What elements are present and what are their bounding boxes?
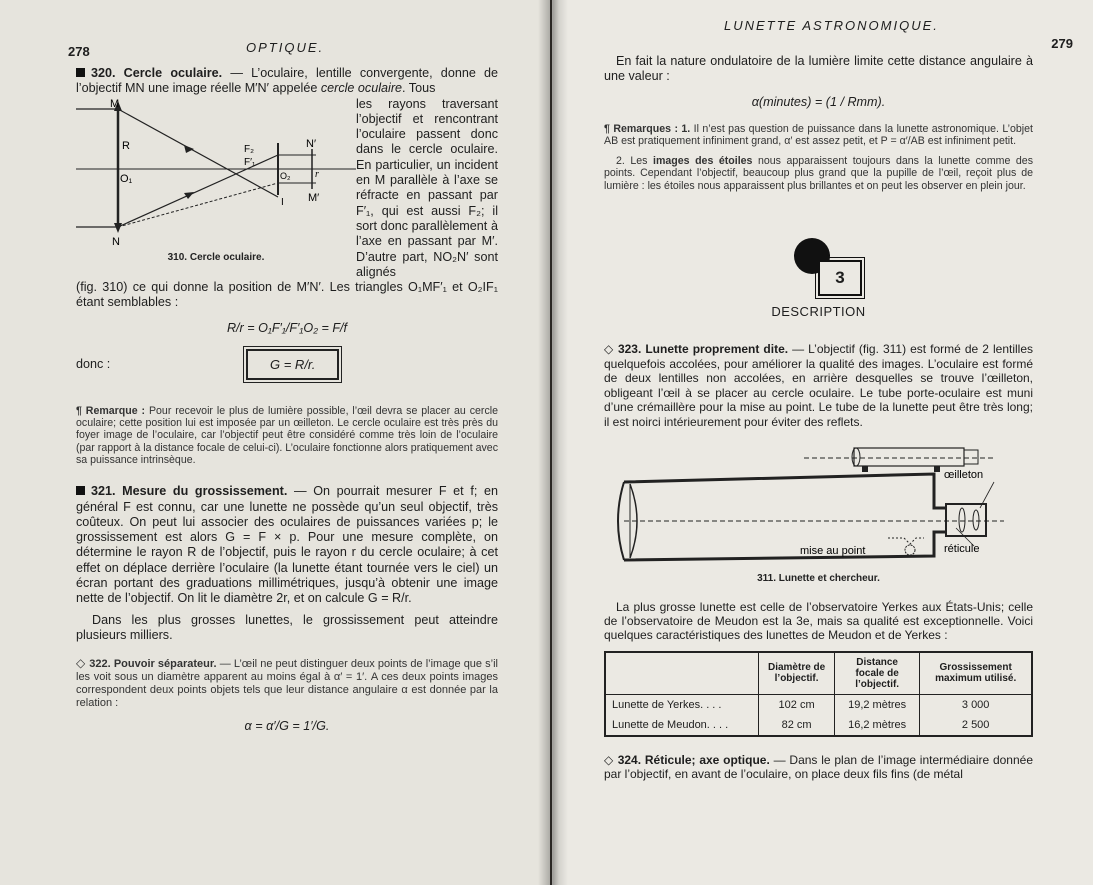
right-intro: En fait la nature ondulatoire de la lumière limite cette distance angulaire à une valeur :	[604, 54, 1033, 84]
label-r: r	[315, 168, 319, 180]
section-323-heading: 323. Lunette proprement dite.	[617, 342, 789, 357]
remarque-label: ¶ Remarque :	[76, 404, 146, 417]
section-322-heading: 322. Pouvoir séparateur.	[89, 658, 217, 671]
label-mise-au-point: mise au point	[800, 544, 866, 557]
remarque-text: Pour recevoir le plus de lumière possible, l’œil devra se placer au cercle oculaire; cette position lui est imposée par un œilleton. Le cercle oculaire est très près du foyer image de l’oculaire, car l’objectif peut être considéré comme très loin de l’oculaire (par rapport à la distance focale de celui-ci). L’oculaire fonctionne alors pratiquement avec sa puissance intrinsèque.	[76, 404, 498, 466]
section-3-marker	[604, 232, 1033, 342]
remarque-2-label: 2.	[616, 155, 625, 168]
page-number-left: 278	[68, 44, 90, 59]
remarque-320	[76, 405, 498, 466]
diamond-bullet-icon: ◇	[604, 752, 614, 767]
label-O2: O₂	[280, 170, 291, 181]
lunettes-table	[604, 651, 1033, 737]
section-321	[76, 484, 498, 606]
label-oeilleton: œilleton	[944, 468, 984, 481]
figure-311-caption: 311. Lunette et chercheur.	[757, 572, 880, 584]
paragraph-yerkes-meudon: La plus grosse lunette est celle de l’observatoire Yerkes aux États-Unis; celle de l’observatoire de Meudon est la 3e, mais sa qualité est exceptionnelle. Voici quelques caractéristiques des lunettes de Meudon et de Yerkes :	[604, 599, 1033, 643]
section-320-after-text: (fig. 310) ce qui donne la position de M′N′. Les triangles O₁MF′₁ et O₂IF₁ étant semblables :	[76, 280, 498, 310]
section-321-text: — On pourrait mesurer F et f; en général F est connu, car une lunette ne possède qu’un seul objectif, très coûteux. On peut lui associer des oculaires de puissances variées p; le grossissement est alors G = F × p. Pour une mesure complète, on détermine le rayon R de l’objectif, puis le rayon r du cercle oculaire; à cet effet on déplace derrière l’oculaire (la lunette étant tournée vers le ciel) un écran portant des graduations millimétriques, jusqu’à obtenir une image nette de l’objectif. On lit le diamètre 2r, et on calcule G = R/r.	[76, 484, 498, 606]
label-F2: F₂	[244, 143, 254, 155]
equation-alpha-minutes: α(minutes) = (1 / Rmm).	[751, 94, 886, 109]
remarques-label: ¶ Remarques : 1.	[604, 122, 691, 135]
table-row	[605, 694, 1032, 715]
label-O1: O₁	[120, 172, 133, 185]
square-bullet-icon	[76, 68, 85, 77]
table-cell: 102 cm	[759, 694, 835, 715]
equation-alpha: α = α′/G = 1′/G.	[244, 719, 330, 734]
section-320-heading: 320. Cercle oculaire.	[91, 66, 223, 80]
cercle-oculaire-diagram	[76, 97, 356, 247]
label-M: M	[110, 97, 120, 110]
section-320-intro	[76, 66, 498, 97]
remarque-2	[604, 155, 1033, 192]
section-322	[76, 657, 498, 709]
remarque-1-text: Il n’est pas question de puissance dans la lunette astronomique. L’objet AB est pratiquement infiniment grand, α′ est assez petit, et P = α′/AB est infiniment petit.	[604, 122, 1033, 147]
table-cell: Lunette de Meudon. . . .	[605, 715, 759, 736]
boxed-equation-G: G = R/r.	[246, 349, 339, 380]
right-page	[552, 0, 1093, 885]
table-cell: 19,2 mètres	[834, 694, 919, 715]
figure-311	[604, 438, 1033, 584]
section-number-box: 3	[818, 260, 862, 296]
label-reticule: réticule	[944, 542, 980, 555]
section-320-side-text: les rayons traversant l’objectif et rencontrant l’oculaire passent donc dans le cercle oculaire. En particulier, un incident en M parallèle à l’axe se réfracte en passant par F′₁, qui est aussi F₂; il sort donc parallèlement à l’axe en passant par M′. D’autre part, NO₂N′ sont alignés	[356, 96, 498, 279]
label-N: N	[112, 235, 120, 247]
diamond-bullet-icon: ◇	[604, 342, 614, 357]
section-322-text: — L’œil ne peut distinguer deux points de l’image que s’il les voit sous un diamètre apparent au moins égal à α′ = 1′. A ces deux points images correspondent deux points objets tels que leur distance angulaire α est donnée par la relation :	[76, 658, 499, 709]
table-header-cell	[605, 652, 759, 695]
section-320-intro-end: . Tous	[402, 81, 436, 96]
table-cell: Lunette de Yerkes. . . .	[605, 694, 759, 715]
running-title-right: LUNETTE ASTRONOMIQUE.	[724, 18, 939, 33]
figure-310-block	[76, 97, 498, 281]
square-bullet-icon	[76, 486, 85, 495]
section-title: DESCRIPTION	[771, 304, 866, 320]
section-320-intro-text: — L’oculaire, lentille convergente, donne de l’objectif MN une image réelle M′N′ appelée	[76, 66, 499, 96]
label-N-prime: N′	[306, 137, 317, 150]
table-header-cell: Grossissement maximum utilisé.	[920, 652, 1032, 695]
section-321-heading: 321. Mesure du grossissement.	[91, 484, 288, 499]
running-title-left: OPTIQUE.	[246, 40, 325, 55]
remarque-2-text: nous apparaissent toujours dans la lunette comme des points. Cependant l’objectif, beaucoup plus grand que la pupille de l’œil, reçoit plus de lumière : les étoiles nous apparaissent plus brillantes et on peut les observer en plein jour.	[604, 155, 1033, 192]
section-323-text: — L’objectif (fig. 311) est formé de 2 lentilles quelquefois accolées, pour améliorer la qualité des images. L’oculaire est formé de deux lentilles non accolées, en arrière desquelles se trouve l’œilleton, obligeant l’œil à se placer au cercle oculaire. Le tube porte-oculaire est muni d’une crémaillère pour la mise au point. Le tube de la lunette peut être très long; il est noirci intérieurement pour éviter des reflets.	[604, 342, 1034, 430]
label-F1: F′₁	[244, 156, 256, 168]
diamond-bullet-icon: ◇	[76, 656, 86, 671]
section-324-text: — Dans le plan de l’image intermédiaire donnée par l’objectif, en avant de l’oculaire, on place deux fils fins (de métal	[604, 752, 1034, 782]
table-header-cell: Diamètre de l’objectif.	[759, 652, 835, 695]
table-cell: 82 cm	[759, 715, 835, 736]
section-323	[604, 342, 1033, 430]
section-324	[604, 753, 1033, 782]
remarque-2-pre: Les	[624, 155, 654, 168]
section-324-heading: 324. Réticule; axe optique.	[617, 752, 770, 767]
section-321-text2: Dans les plus grosses lunettes, le grossissement peut atteindre plusieurs milliers.	[76, 612, 498, 642]
label-I: I	[281, 196, 284, 208]
figure-310-caption: 310. Cercle oculaire.	[167, 251, 265, 263]
table-cell: 2 500	[920, 715, 1032, 736]
remarques-right	[604, 123, 1033, 148]
figure-310	[76, 97, 356, 281]
lunette-chercheur-diagram	[604, 438, 1024, 568]
donc-label: donc :	[76, 357, 111, 372]
table-header-row	[605, 652, 1032, 695]
equation-ratio: R/r = O₁F′₁/F′₁O₂ = F/f	[226, 320, 348, 335]
label-R: R	[122, 139, 130, 152]
table-cell: 3 000	[920, 694, 1032, 715]
page-number-right: 279	[1051, 36, 1073, 51]
label-M-prime: M′	[308, 191, 320, 204]
running-head-right	[604, 0, 1073, 51]
term-cercle-oculaire: cercle oculaire	[320, 81, 403, 96]
table-row	[605, 715, 1032, 736]
table-header-cell: Distance focale de l’objectif.	[834, 652, 919, 695]
boxed-equation-row	[76, 343, 498, 387]
running-head-left	[68, 0, 498, 59]
term-images-etoiles: images des étoiles	[653, 155, 753, 168]
table-cell: 16,2 mètres	[834, 715, 919, 736]
